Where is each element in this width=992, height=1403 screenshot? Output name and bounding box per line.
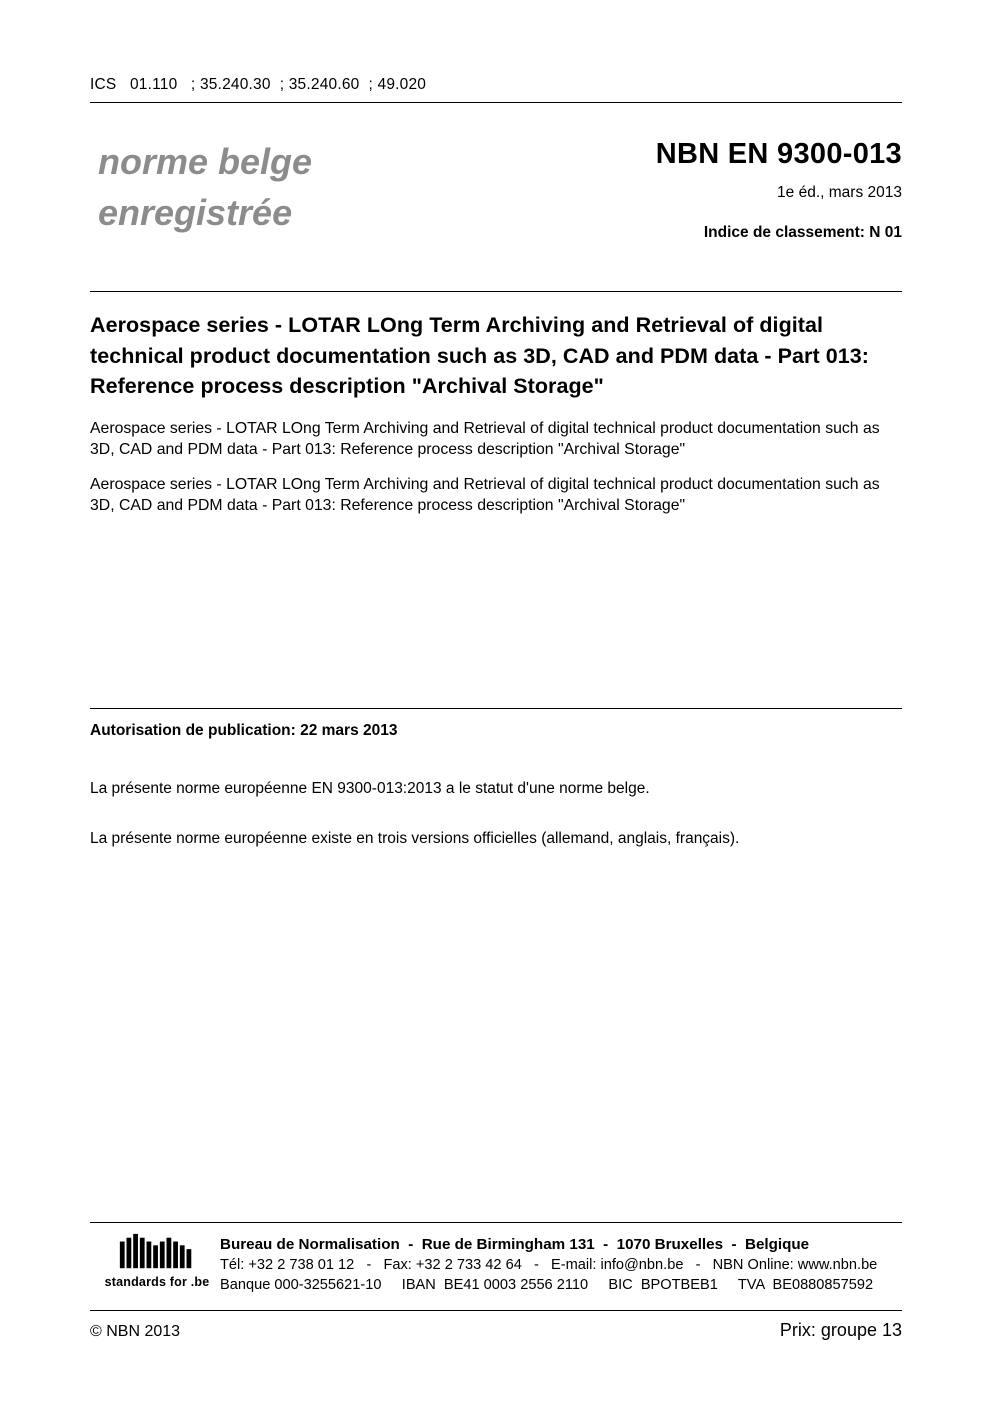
contact-phone-email: Tél: +32 2 738 01 12 - Fax: +32 2 733 42 64 - E-mail: info@nbn.be - NBN Online: www.nbn.be <box>220 1257 878 1273</box>
contact-bank-details: Banque 000-3255621-10 IBAN BE41 0003 2556 2110 BIC BPOTBEB1 TVA BE0880857592 <box>220 1277 874 1293</box>
divider-footer <box>90 1222 902 1223</box>
ics-codes: ICS 01.110 ; 35.240.30 ; 35.240.60 ; 49.020 <box>90 76 427 93</box>
standard-edition: 1e éd., mars 2013 <box>777 184 902 201</box>
divider-header <box>90 291 902 292</box>
page-content <box>90 0 902 1403</box>
page-title: Aerospace series - LOTAR LOng Term Archiving and Retrieval of digital technical product documentation such as 3D, CAD and PDM data - Part 013: Reference process description "Archival Storage" <box>90 313 869 399</box>
authorisation-heading: Autorisation de publication: 22 mars 2013 <box>90 722 398 739</box>
page-footer <box>90 1320 902 1341</box>
title-block <box>90 310 902 516</box>
document-type-line-2: enregistrée <box>98 192 293 234</box>
classification-index: Indice de classement: N 01 <box>703 224 902 241</box>
document-type-line-1: norme belge <box>98 141 313 182</box>
divider-authorisation <box>90 708 902 709</box>
authorisation-paragraph-2: La présente norme européenne existe en trois versions officielles (allemand, anglais, français). <box>90 830 740 847</box>
contact-details <box>220 1236 902 1293</box>
footer-contact-block <box>90 1232 902 1304</box>
contact-address: Bureau de Normalisation - Rue de Birmingham 131 - 1070 Bruxelles - Belgique <box>220 1236 810 1253</box>
title-alternate-2: Aerospace series - LOTAR LOng Term Archiving and Retrieval of digital technical product documentation such as 3D, CAD and PDM data - Part 013: Reference process description "Archival Storage" <box>90 475 880 514</box>
document-type-heading <box>98 136 312 238</box>
standard-identification <box>656 138 902 242</box>
header-block <box>90 118 902 278</box>
authorisation-block <box>90 722 902 848</box>
nbn-logo-icon <box>98 1232 216 1272</box>
price-group: Prix: groupe 13 <box>779 1320 902 1340</box>
title-alternate-1: Aerospace series - LOTAR LOng Term Archiving and Retrieval of digital technical product documentation such as 3D, CAD and PDM data - Part 013: Reference process description "Archival Storage" <box>90 419 880 458</box>
nbn-logo-caption: standards for .be <box>104 1275 210 1289</box>
nbn-logo <box>98 1232 216 1289</box>
divider-top <box>90 102 902 103</box>
standard-number: NBN EN 9300-013 <box>655 138 902 170</box>
authorisation-paragraph-1: La présente norme européenne EN 9300-013:2013 a le statut d'une norme belge. <box>90 780 650 797</box>
copyright-notice: © NBN 2013 <box>90 1323 181 1340</box>
divider-bottom <box>90 1310 902 1311</box>
